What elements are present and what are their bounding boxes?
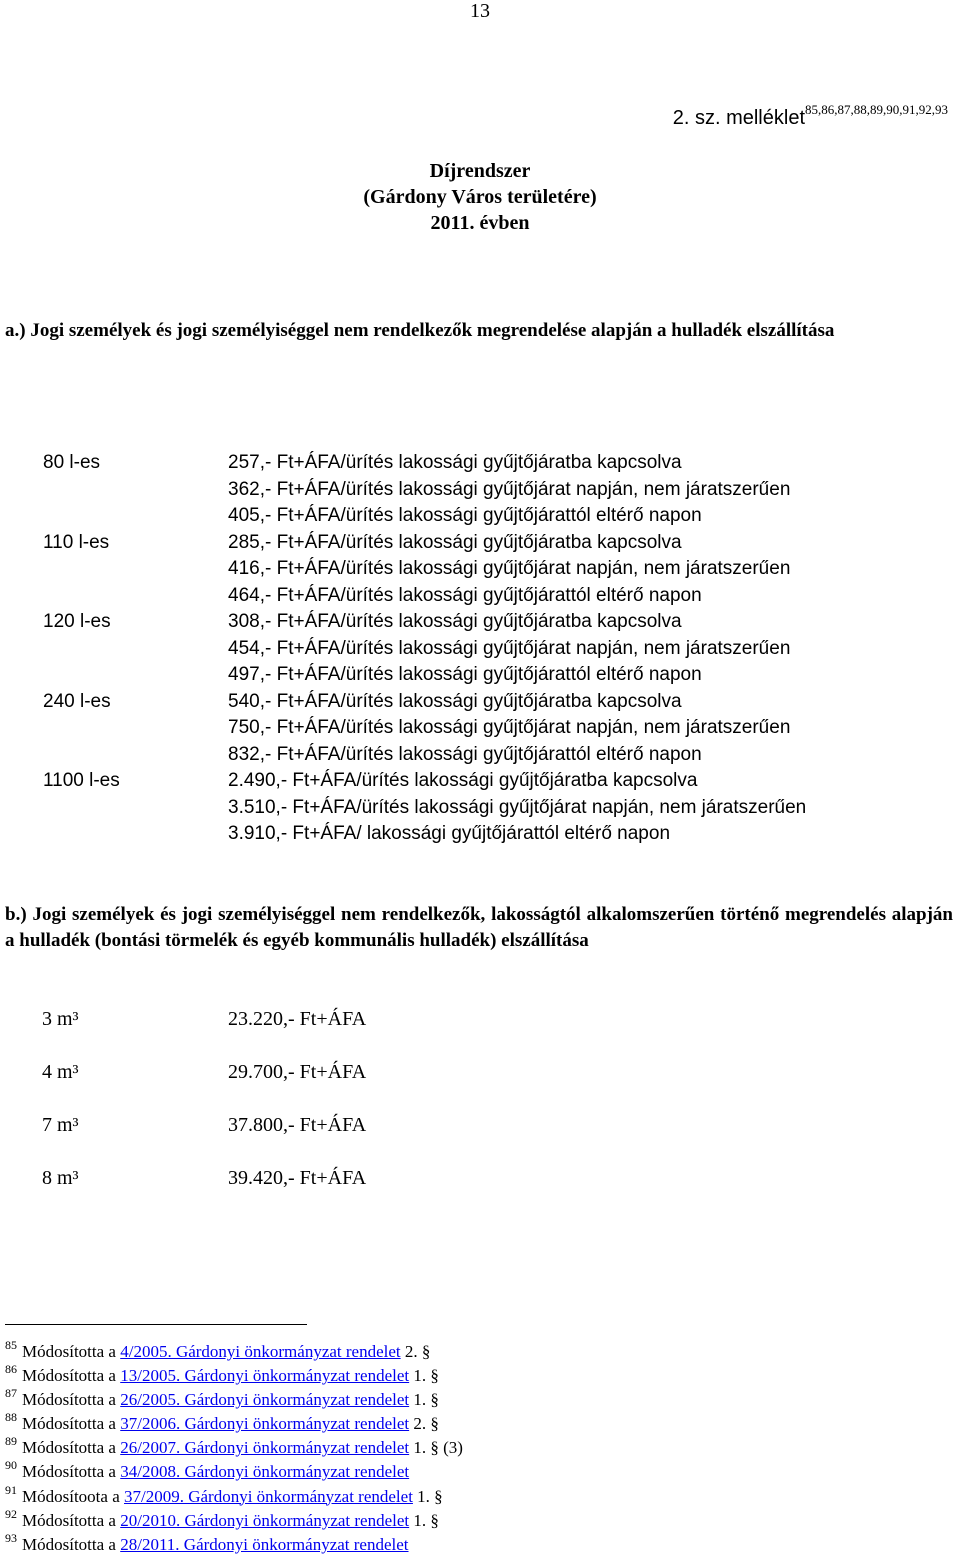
footnote-suffix: 1. § [409,1366,439,1386]
footnote-prefix: Módosította a [22,1414,121,1434]
footnote [5,1429,463,1458]
footnote [5,1478,463,1506]
footnote-suffix: 1. § (3) [409,1438,463,1458]
fee-group [0,609,806,689]
footnote-suffix: 1. § [409,1390,439,1410]
footnote-suffix: 2. § [400,1342,431,1361]
fee-line: 416,- Ft+ÁFA/ürítés lakossági gyűjtőjárat napján, nem járatszerűen [228,558,791,579]
fee-line: 3.910,- Ft+ÁFA/ lakossági gyűjtőjárattól eltérő napon [228,823,671,844]
document-title [0,158,960,236]
volume: 8 m³ [42,1167,79,1189]
fee-line: 308,- Ft+ÁFA/ürítés lakossági gyűjtőjáratba kapcsolva [228,611,682,632]
footnote-link[interactable]: 13/2005. Gárdonyi önkormányzat rendelet [120,1366,410,1386]
fee-group [0,689,806,769]
footnote-number: 93 [5,1530,17,1545]
container-size: 120 l-es [43,611,111,632]
volume: 4 m³ [42,1061,79,1083]
footnote-prefix: Módosította a [22,1366,121,1386]
footnote-separator [5,1324,307,1325]
footnote [5,1526,463,1554]
fee-line: 454,- Ft+ÁFA/ürítés lakossági gyűjtőjárat napján, nem járatszerűen [228,637,791,659]
footnote-suffix: 1. § [409,1510,439,1530]
volume-price: 29.700,- Ft+ÁFA [228,1061,367,1083]
footnote [5,1333,463,1361]
footnote-number: 90 [5,1458,17,1473]
footnote-number: 87 [5,1386,17,1401]
volume-price: 23.220,- Ft+ÁFA [228,1008,367,1030]
page-number: 13 [470,0,490,22]
footnote-prefix: Módosítoota a [22,1486,124,1506]
title-line-1: Díjrendszer [429,160,531,182]
fee-group [0,450,806,530]
footnote [5,1405,463,1434]
volume: 3 m³ [42,1008,79,1030]
container-size: 110 l-es [43,531,110,553]
footnote [5,1453,463,1482]
footnote [5,1357,463,1386]
footnote-prefix: Módosította a [22,1534,121,1554]
footnote-link[interactable]: 26/2005. Gárdonyi önkormányzat rendelet [120,1390,410,1410]
footnote-suffix: 2. § [409,1414,439,1434]
footnote-link[interactable]: 4/2005. Gárdonyi önkormányzat rendelet [120,1342,401,1361]
volume-price: 37.800,- Ft+ÁFA [228,1114,367,1136]
fee-line: 540,- Ft+ÁFA/ürítés lakossági gyűjtőjáratba kapcsolva [228,690,682,712]
footnote-prefix: Módosította a [22,1462,121,1482]
footnote-number: 91 [5,1482,17,1497]
title-line-3: 2011. évben [430,212,530,234]
container-size: 1100 l-es [43,770,120,791]
footnote-link[interactable]: 28/2011. Gárdonyi önkormányzat rendelet [120,1534,409,1554]
title-line-2: (Gárdony Város területére) [363,186,597,208]
footnote-prefix: Módosította a [22,1342,121,1361]
container-size: 240 l-es [43,690,111,712]
fee-line: 750,- Ft+ÁFA/ürítés lakossági gyűjtőjárat napján, nem járatszerűen [228,717,791,738]
footnote-link[interactable]: 34/2008. Gárdonyi önkormányzat rendelet [120,1462,410,1482]
footnote-number: 85 [5,1338,17,1352]
volume: 7 m³ [42,1114,79,1136]
fee-line: 405,- Ft+ÁFA/ürítés lakossági gyűjtőjárattól eltérő napon [228,505,702,526]
footnote-link[interactable]: 26/2007. Gárdonyi önkormányzat rendelet [120,1438,410,1458]
footnote-prefix: Módosította a [22,1390,121,1410]
annex-label [673,98,948,130]
footnote-link[interactable]: 37/2009. Gárdonyi önkormányzat rendelet [124,1486,413,1506]
annex-title: 2. sz. melléklet [672,107,805,129]
footnote-number: 86 [5,1362,17,1377]
footnote [5,1381,463,1410]
fee-line: 3.510,- Ft+ÁFA/ürítés lakossági gyűjtőjárat napján, nem járatszerűen [228,796,807,818]
fee-line: 2.490,- Ft+ÁFA/ürítés lakossági gyűjtőjáratba kapcsolva [228,770,698,791]
footnote-suffix: 1. § [412,1486,443,1506]
container-size: 80 l-es [43,452,101,473]
fee-line: 832,- Ft+ÁFA/ürítés lakossági gyűjtőjárattól eltérő napon [228,743,702,765]
footnote-number: 92 [5,1506,17,1521]
annex-footnote-refs: 85,86,87,88,89,90,91,92,93 [805,102,948,117]
container-fee-table [0,450,806,848]
volume-price: 39.420,- Ft+ÁFA [228,1167,367,1189]
footnote-number: 88 [5,1410,17,1425]
section-b-heading: b.) Jogi személyek és jogi személyiséggel nem rendelkezők, lakosságtól alkalomszerűen történő megrendelés alapján a hulladék (bontási törmelék és egyéb kommunális hulladék) elszállítása [5,904,953,951]
footnote-prefix: Módosította a [22,1438,121,1458]
fee-line: 362,- Ft+ÁFA/ürítés lakossági gyűjtőjárat napján, nem járatszerűen [228,478,791,500]
fee-line: 497,- Ft+ÁFA/ürítés lakossági gyűjtőjárattól eltérő napon [228,664,702,685]
footnote-number: 89 [5,1434,17,1449]
fee-line: 464,- Ft+ÁFA/ürítés lakossági gyűjtőjárattól eltérő napon [228,584,702,606]
footnote-link[interactable]: 20/2010. Gárdonyi önkormányzat rendelet [120,1510,410,1530]
fee-group [0,530,806,610]
fee-group [0,768,806,848]
footnote-prefix: Módosította a [22,1510,121,1530]
footnotes [5,1333,463,1554]
fee-line: 257,- Ft+ÁFA/ürítés lakossági gyűjtőjáratba kapcsolva [228,452,682,473]
footnote [5,1502,463,1530]
footnote-link[interactable]: 37/2006. Gárdonyi önkormányzat rendelet [120,1414,410,1434]
section-a-heading: a.) Jogi személyek és jogi személyiséggel nem rendelkezők megrendelése alapján a hulladék elszállítása [5,320,835,341]
fee-line: 285,- Ft+ÁFA/ürítés lakossági gyűjtőjáratba kapcsolva [228,531,682,553]
